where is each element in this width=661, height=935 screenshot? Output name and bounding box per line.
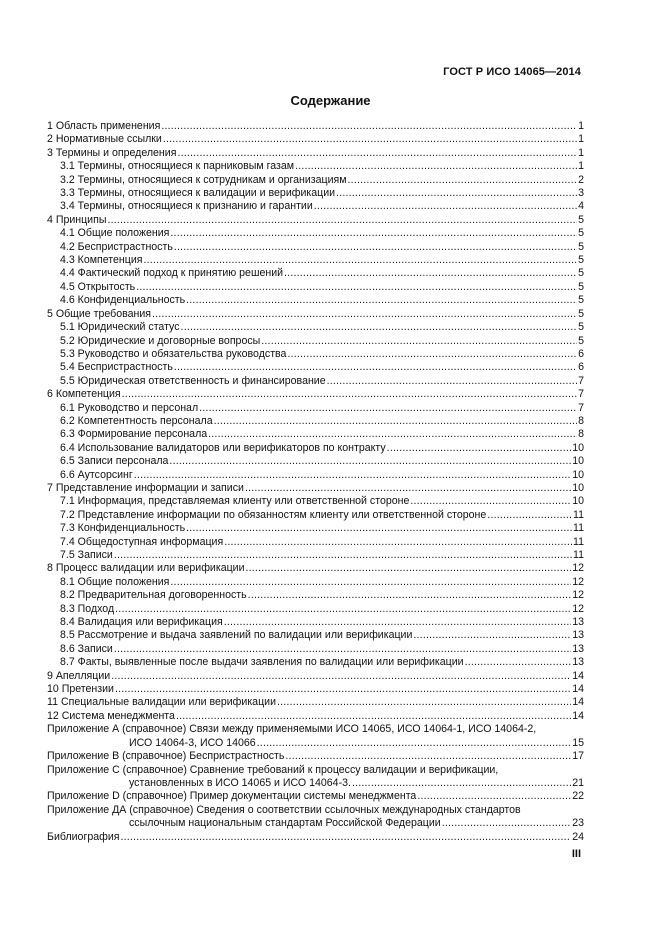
toc-entries xyxy=(47,120,584,723)
toc-entry-text-cont: установленных в ИСО 14065 и ИСО 14064-3. xyxy=(129,776,351,789)
toc-entry-page: 8 xyxy=(578,428,584,441)
toc-entry-page: 23 xyxy=(572,817,584,830)
toc-entry-page: 1 xyxy=(578,146,584,159)
toc-entry-text: 8.5 Рассмотрение и выдача заявлений по валидации или верификации xyxy=(60,629,413,642)
toc-entry-text: 8.6 Записи xyxy=(60,642,113,655)
toc-entry-page: 14 xyxy=(572,709,584,722)
toc-entry-page: 5 xyxy=(578,213,584,226)
dot-leader xyxy=(163,133,577,146)
toc-entry-page: 5 xyxy=(578,280,584,293)
dot-leader xyxy=(186,522,572,535)
toc-entry-text: 3.2 Термины, относящиеся к сотрудникам и организациям xyxy=(60,173,347,186)
toc-entry-text: 8.2 Предварительная договоренность xyxy=(60,589,247,602)
toc-entry-text: 4 Принципы xyxy=(47,213,107,226)
toc-entry[interactable] xyxy=(47,294,584,307)
dot-leader xyxy=(285,750,571,763)
toc-entry-page: 21 xyxy=(572,776,584,789)
toc-entry-text: 4.2 Беспристрастность xyxy=(60,240,173,253)
dot-leader xyxy=(170,227,577,240)
dot-leader xyxy=(152,308,577,321)
toc-entry-page: 11 xyxy=(573,535,584,548)
toc-entry[interactable] xyxy=(47,549,584,562)
toc-entry-page: 11 xyxy=(573,508,584,521)
toc-entry-text: 3.3 Термины, относящиеся к валидации и верификации xyxy=(60,187,336,200)
dot-leader xyxy=(465,656,572,669)
toc-entry-page: 10 xyxy=(572,455,584,468)
toc-entry-page: 1 xyxy=(578,133,584,146)
toc-entry-text: 7.5 Записи xyxy=(60,549,113,561)
toc-entry-text: 3 Термины и определения xyxy=(47,146,177,159)
toc-entry[interactable] xyxy=(47,522,584,535)
dot-leader xyxy=(136,281,577,294)
dot-leader xyxy=(295,160,577,173)
toc-entry-page: 13 xyxy=(572,642,584,655)
toc-entry-page: 14 xyxy=(572,683,584,696)
dot-leader xyxy=(352,777,571,790)
toc-entry[interactable] xyxy=(47,133,584,146)
toc-entry-page: 5 xyxy=(578,254,584,267)
toc-entry-page: 14 xyxy=(572,696,584,709)
toc-entry[interactable] xyxy=(47,214,584,227)
toc-entry-page: 13 xyxy=(572,629,584,642)
toc-entry-text: Библиография xyxy=(47,830,120,843)
toc-entry-text: 8.4 Валидация или верификация xyxy=(60,616,223,629)
toc-entry-page: 5 xyxy=(578,227,584,240)
toc-entry[interactable] xyxy=(47,281,584,294)
toc-entry-page: 10 xyxy=(572,481,584,494)
toc-entry-text: 5.2 Юридические и договорные вопросы xyxy=(60,334,261,347)
toc-entry-text: Приложение ДА (справочное) Сведения о соответствии ссылочных международных стандартов xyxy=(47,803,521,816)
toc-entry[interactable] xyxy=(47,562,584,575)
dot-leader xyxy=(224,536,572,549)
page-number: III xyxy=(571,848,581,860)
toc-entry-text: 6.2 Компетентность персонала xyxy=(60,414,213,427)
toc-entry[interactable] xyxy=(47,509,584,522)
dot-leader xyxy=(245,482,571,495)
dot-leader xyxy=(246,562,572,575)
dot-leader xyxy=(287,348,577,361)
document-code: ГОСТ Р ИСО 14065—2014 xyxy=(443,66,581,78)
toc-entry[interactable] xyxy=(47,402,584,415)
toc-entry-text: 3.4 Термины, относящиеся к признанию и гарантии xyxy=(60,200,313,213)
toc-entry[interactable] xyxy=(47,308,584,321)
toc-entry-text: 8.7 Факты, выявленные после выдачи заявления по валидации или верификации xyxy=(60,656,464,669)
dot-leader xyxy=(120,831,571,844)
toc-entry[interactable] xyxy=(47,120,584,133)
toc-entry-text-cont: ИСО 14064-3, ИСО 14066 xyxy=(129,736,256,749)
dot-leader xyxy=(208,428,577,441)
toc-entry-text: 4.3 Компетенция xyxy=(60,254,143,267)
dot-leader xyxy=(176,710,571,723)
dot-leader xyxy=(284,267,577,280)
toc-entry-text: 7.4 Общедоступная информация xyxy=(60,535,224,548)
toc-entry[interactable] xyxy=(47,643,584,656)
toc-entry-text: Приложение А (справочное) Связи между применяемыми ИСО 14065, ИСО 14064-1, ИСО 14064-2, xyxy=(47,723,537,736)
toc-entry-page: 6 xyxy=(578,361,584,374)
toc-entry-page: 11 xyxy=(573,549,584,561)
toc-entry-text: 5.3 Руководство и обязательства руководства xyxy=(60,347,287,360)
dot-leader xyxy=(314,200,577,213)
dot-leader xyxy=(144,254,578,267)
table-of-contents xyxy=(47,120,584,844)
toc-entry-page: 5 xyxy=(578,267,584,280)
toc-entry[interactable] xyxy=(47,495,584,508)
dot-leader xyxy=(487,509,572,522)
toc-entry-text: 4.6 Конфиденциальность xyxy=(60,294,186,307)
dot-leader xyxy=(248,589,572,602)
toc-entry-text: 2 Нормативные ссылки xyxy=(47,133,162,146)
dot-leader xyxy=(111,670,571,683)
toc-entry[interactable] xyxy=(47,348,584,361)
toc-entry[interactable] xyxy=(47,160,584,173)
toc-entry-appendix-da[interactable] xyxy=(47,804,584,831)
toc-entry-page: 7 xyxy=(578,374,584,387)
toc-entry[interactable] xyxy=(47,603,584,616)
toc-entry-page: 10 xyxy=(572,495,584,508)
toc-entry-text: 5 Общие требования xyxy=(47,307,151,320)
toc-entry[interactable] xyxy=(47,428,584,441)
toc-entry[interactable] xyxy=(47,710,584,723)
toc-entry-page: 1 xyxy=(578,120,584,132)
toc-entry[interactable] xyxy=(47,576,584,589)
toc-entry-text: 3.1 Термины, относящиеся к парниковым газам xyxy=(60,160,295,173)
dot-leader xyxy=(336,187,577,200)
toc-entry[interactable] xyxy=(47,187,584,200)
toc-entry-text: 6.1 Руководство и персонал xyxy=(60,401,199,414)
toc-entry-text-cont: ссылочным национальным стандартам Российской Федерации xyxy=(129,817,441,830)
dot-leader xyxy=(277,696,571,709)
toc-entry-text: 8.1 Общие положения xyxy=(60,575,170,588)
page-title: Содержание xyxy=(290,93,371,108)
toc-entry[interactable] xyxy=(47,321,584,334)
dot-leader xyxy=(174,361,577,374)
toc-entry-page: 12 xyxy=(572,602,584,615)
toc-entry-page: 15 xyxy=(572,736,584,749)
toc-entry-appendix-c[interactable] xyxy=(47,764,584,791)
toc-entry-appendix-d[interactable] xyxy=(47,790,584,803)
toc-entry[interactable] xyxy=(47,227,584,240)
dot-leader xyxy=(134,469,571,482)
toc-entry[interactable] xyxy=(47,670,584,683)
toc-entry-page: 5 xyxy=(578,307,584,320)
toc-entry[interactable] xyxy=(47,174,584,187)
toc-entry[interactable] xyxy=(47,147,584,160)
dot-leader xyxy=(348,174,578,187)
toc-entry-text: 6.6 Аутсорсинг xyxy=(60,468,133,481)
toc-entry-text: 6 Компетенция xyxy=(47,388,121,401)
toc-entry[interactable] xyxy=(47,415,584,428)
toc-entry-text: 12 Система менеджмента xyxy=(47,709,175,722)
toc-entry[interactable] xyxy=(47,335,584,348)
dot-leader xyxy=(114,643,571,656)
toc-entry-text: 6.4 Использование валидаторов или верификаторов по контракту xyxy=(60,441,386,454)
toc-entry-text: Приложение В (справочное) Беспристрастность xyxy=(47,750,285,763)
toc-entry-page: 12 xyxy=(572,562,584,575)
toc-entry[interactable] xyxy=(47,696,584,709)
toc-entry-page: 4 xyxy=(578,200,584,213)
toc-entry-text: Приложение D (справочное) Пример документации системы менеджмента xyxy=(47,790,417,803)
toc-entry-text: 5.4 Беспристрастность xyxy=(60,361,173,374)
dot-leader xyxy=(257,737,572,750)
toc-entry-page: 22 xyxy=(572,790,584,803)
dot-leader xyxy=(161,120,577,133)
toc-entry-text: 7 Представление информации и записи xyxy=(47,481,244,494)
toc-entry-page: 8 xyxy=(578,414,584,427)
toc-entry-page: 3 xyxy=(578,187,584,200)
toc-entry-text: 4.4 Фактический подход к принятию решений xyxy=(60,267,284,280)
toc-entry[interactable] xyxy=(47,589,584,602)
dot-leader xyxy=(115,683,571,696)
toc-entry-page: 7 xyxy=(578,401,584,414)
toc-entry-page: 13 xyxy=(572,656,584,669)
toc-entry-appendix-b[interactable] xyxy=(47,750,584,763)
toc-entry-text: 7.3 Конфиденциальность xyxy=(60,522,186,535)
toc-entry[interactable] xyxy=(47,254,584,267)
toc-entry[interactable] xyxy=(47,241,584,254)
toc-entry[interactable] xyxy=(47,469,584,482)
toc-entry-page: 6 xyxy=(578,347,584,360)
dot-leader xyxy=(214,415,577,428)
dot-leader xyxy=(115,603,571,616)
toc-entry[interactable] xyxy=(47,267,584,280)
toc-entry-text: 1 Область применения xyxy=(47,120,161,132)
toc-entry-page: 12 xyxy=(572,575,584,588)
toc-entry-page: 5 xyxy=(578,334,584,347)
toc-entry-text: 8.3 Подход xyxy=(60,602,115,615)
dot-leader xyxy=(114,549,572,562)
toc-entry[interactable] xyxy=(47,361,584,374)
toc-entry-page: 13 xyxy=(572,616,584,629)
toc-entry[interactable] xyxy=(47,683,584,696)
toc-entry-page: 10 xyxy=(572,468,584,481)
toc-entry-text: 8 Процесс валидации или верификации xyxy=(47,562,245,575)
toc-entry-page: 14 xyxy=(572,669,584,682)
toc-entry[interactable] xyxy=(47,536,584,549)
dot-leader xyxy=(186,294,577,307)
toc-entry-appendix-a[interactable] xyxy=(47,723,584,750)
toc-entry-text: 10 Претензии xyxy=(47,683,114,696)
dot-leader xyxy=(107,214,577,227)
toc-entry-text: 7.2 Представление информации по обязанностям клиенту или ответственной стороне xyxy=(60,508,487,521)
toc-entry[interactable] xyxy=(47,442,584,455)
toc-entry-text: 11 Специальные валидации или верификации xyxy=(47,696,276,709)
toc-entry-page: 1 xyxy=(578,160,584,173)
dot-leader xyxy=(387,442,572,455)
dot-leader xyxy=(199,402,577,415)
dot-leader xyxy=(177,147,577,160)
toc-entry-text: 4.5 Открытость xyxy=(60,280,136,293)
toc-entry[interactable] xyxy=(47,455,584,468)
dot-leader xyxy=(122,388,577,401)
toc-entry-page: 5 xyxy=(578,321,584,334)
dot-leader xyxy=(327,375,577,388)
toc-entry-page: 24 xyxy=(572,830,584,843)
dot-leader xyxy=(181,321,578,334)
toc-entry[interactable] xyxy=(47,656,584,669)
dot-leader xyxy=(174,241,577,254)
toc-entry-page: 17 xyxy=(572,750,584,763)
toc-entry-text: 4.1 Общие положения xyxy=(60,227,170,240)
toc-entry-page: 10 xyxy=(572,441,584,454)
toc-entry[interactable] xyxy=(47,629,584,642)
dot-leader xyxy=(169,455,571,468)
toc-entry-page: 2 xyxy=(578,173,584,186)
toc-entry-page: 12 xyxy=(572,589,584,602)
toc-entry-text: 6.5 Записи персонала xyxy=(60,455,169,468)
dot-leader xyxy=(224,616,571,629)
toc-entry-text: 6.3 Формирование персонала xyxy=(60,428,208,441)
dot-leader xyxy=(413,629,571,642)
dot-leader xyxy=(261,335,577,348)
toc-entry-page: 5 xyxy=(578,240,584,253)
dot-leader xyxy=(170,576,571,589)
toc-entry[interactable] xyxy=(47,482,584,495)
toc-entry-page: 5 xyxy=(578,294,584,307)
toc-entry-page: 11 xyxy=(573,522,584,535)
dot-leader xyxy=(442,817,572,830)
toc-entry-bibliography[interactable] xyxy=(47,831,584,844)
dot-leader xyxy=(417,790,571,803)
dot-leader xyxy=(410,495,571,508)
toc-entry-text: Приложение С (справочное) Сравнение требований к процессу валидации и верификации, xyxy=(47,763,499,776)
toc-entry-text: 5.1 Юридический статус xyxy=(60,321,180,334)
toc-entry-text: 5.5 Юридическая ответственность и финансирование xyxy=(60,374,326,387)
toc-entry[interactable] xyxy=(47,200,584,213)
toc-entry-text: 9 Апелляции xyxy=(47,669,111,682)
toc-entry[interactable] xyxy=(47,375,584,388)
toc-entry[interactable] xyxy=(47,616,584,629)
toc-entry-text: 7.1 Информация, представляемая клиенту или ответственной стороне xyxy=(60,495,410,508)
toc-entry-page: 7 xyxy=(578,388,584,401)
toc-entry[interactable] xyxy=(47,388,584,401)
